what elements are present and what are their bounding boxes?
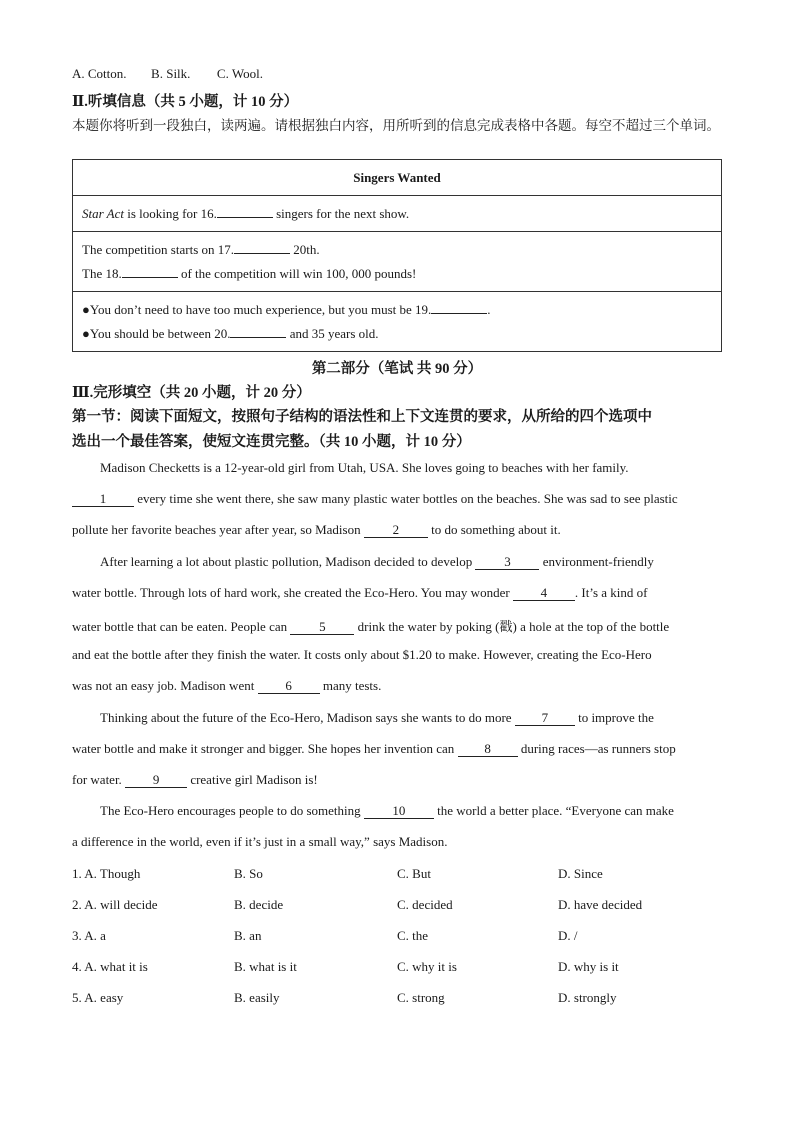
- q3-option-b[interactable]: B. an: [234, 928, 262, 943]
- prev-question-options: [72, 66, 263, 82]
- part2-title: 第二部分（笔试 共 90 分）: [311, 361, 483, 377]
- q4-option-d[interactable]: D. why is it: [558, 959, 619, 974]
- q4-option-c[interactable]: C. why it is: [397, 959, 457, 974]
- prev-option-c: C. Wool.: [216, 66, 263, 81]
- passage-line: pollute her favorite beaches year after year, so Madison 2 to do something about it.: [72, 522, 561, 537]
- table-row-2: The competition starts on 17. 20th. The 18. of the competition will win 100, 000 pounds!: [73, 232, 722, 292]
- singers-wanted-table: [72, 159, 722, 352]
- blank-3[interactable]: 3: [475, 555, 539, 570]
- passage-line: 1 every time she went there, she saw many plastic water bottles on the beaches. She was sad to see plastic: [72, 491, 678, 507]
- passage-line: was not an easy job. Madison went 6 many tests.: [72, 678, 382, 693]
- passage-line: for water. 9 creative girl Madison is!: [72, 772, 318, 787]
- section2-instruction: 本题你将听到一段独白，读两遍。请根据独白内容，用所听到的信息完成表格中各题。每空不超过三个单词。: [72, 118, 720, 133]
- q1-option-d[interactable]: D. Since: [558, 866, 603, 881]
- blank-19[interactable]: [431, 301, 487, 314]
- table-header: Singers Wanted: [73, 160, 722, 196]
- star-act-label: Star Act: [82, 206, 125, 221]
- passage-line: water bottle and make it stronger and bigger. She hopes her invention can 8 during races—as runners stop: [72, 741, 676, 756]
- blank-18[interactable]: [122, 265, 178, 278]
- q3-option-a[interactable]: 3. A. a: [72, 928, 106, 943]
- table-row-1: Star Act is looking for 16. singers for the next show.: [73, 196, 722, 232]
- q3-option-d[interactable]: D. /: [558, 928, 578, 943]
- passage-line: After learning a lot about plastic pollution, Madison decided to develop 3 environment-friendly: [100, 554, 654, 569]
- passage-line: The Eco-Hero encourages people to do something 10 the world a better place. “Everyone can make: [100, 803, 674, 818]
- q1-option-c[interactable]: C. But: [397, 866, 431, 881]
- passage-line: and eat the bottle after they finish the water. It costs only about $1.20 to make. However, creating the Eco-Hero: [72, 647, 652, 662]
- q1-option-b[interactable]: B. So: [234, 866, 263, 881]
- q5-option-c[interactable]: C. strong: [397, 990, 445, 1005]
- section3-instruction-line1: 第一节：阅读下面短文，按照句子结构的语法性和上下文连贯的要求，从所给的四个选项中: [72, 409, 652, 425]
- q4-option-b[interactable]: B. what is it: [234, 959, 297, 974]
- blank-1[interactable]: 1: [72, 492, 134, 507]
- passage-line: Thinking about the future of the Eco-Hero, Madison says she wants to do more 7 to improve the: [100, 710, 654, 725]
- q3-option-c[interactable]: C. the: [397, 928, 429, 943]
- q4-option-a[interactable]: 4. A. what it is: [72, 959, 148, 974]
- prev-option-b: B. Silk.: [151, 66, 191, 81]
- q2-option-b[interactable]: B. decide: [234, 897, 284, 912]
- blank-9[interactable]: 9: [125, 773, 187, 788]
- section2-title: Ⅱ.听填信息（共 5 小题，计 10 分）: [72, 94, 299, 110]
- q2-option-c[interactable]: C. decided: [397, 897, 453, 912]
- blank-17[interactable]: [234, 241, 290, 254]
- passage-line: water bottle that can be eaten. People can 5 drink the water by poking (戳) a hole at the top of the bottle: [72, 619, 670, 634]
- blank-2[interactable]: 2: [364, 523, 428, 538]
- blank-5[interactable]: 5: [290, 620, 354, 635]
- passage-line: a difference in the world, even if it’s just in a small way,” says Madison.: [72, 834, 448, 849]
- blank-10[interactable]: 10: [364, 804, 434, 819]
- q5-option-d[interactable]: D. strongly: [558, 990, 617, 1005]
- q5-option-b[interactable]: B. easily: [234, 990, 280, 1005]
- blank-8[interactable]: 8: [458, 742, 518, 757]
- table-row-3: ●You don’t need to have too much experience, but you must be 19. . ●You should be between 20. and 35 years old.: [73, 292, 722, 352]
- passage-line: water bottle. Through lots of hard work, she created the Eco-Hero. You may wonder 4 . It’s a kind of: [72, 585, 648, 600]
- section3-instruction-line2: 选出一个最佳答案，使短文连贯完整。（共 10 小题，计 10 分）: [72, 434, 471, 450]
- q2-option-a[interactable]: 2. A. will decide: [72, 897, 158, 912]
- q1-option-a[interactable]: 1. A. Though: [72, 866, 141, 881]
- prev-option-a: A. Cotton.: [72, 66, 127, 81]
- blank-16[interactable]: [217, 205, 273, 218]
- section3-title: Ⅲ.完形填空（共 20 小题，计 20 分）: [72, 385, 311, 401]
- blank-7[interactable]: 7: [515, 711, 575, 726]
- q2-option-d[interactable]: D. have decided: [558, 897, 643, 912]
- blank-4[interactable]: 4: [513, 586, 575, 601]
- q5-option-a[interactable]: 5. A. easy: [72, 990, 124, 1005]
- blank-6[interactable]: 6: [258, 679, 320, 694]
- passage-line: Madison Checketts is a 12-year-old girl from Utah, USA. She loves going to beaches with her family.: [100, 460, 629, 475]
- blank-20[interactable]: [230, 325, 286, 338]
